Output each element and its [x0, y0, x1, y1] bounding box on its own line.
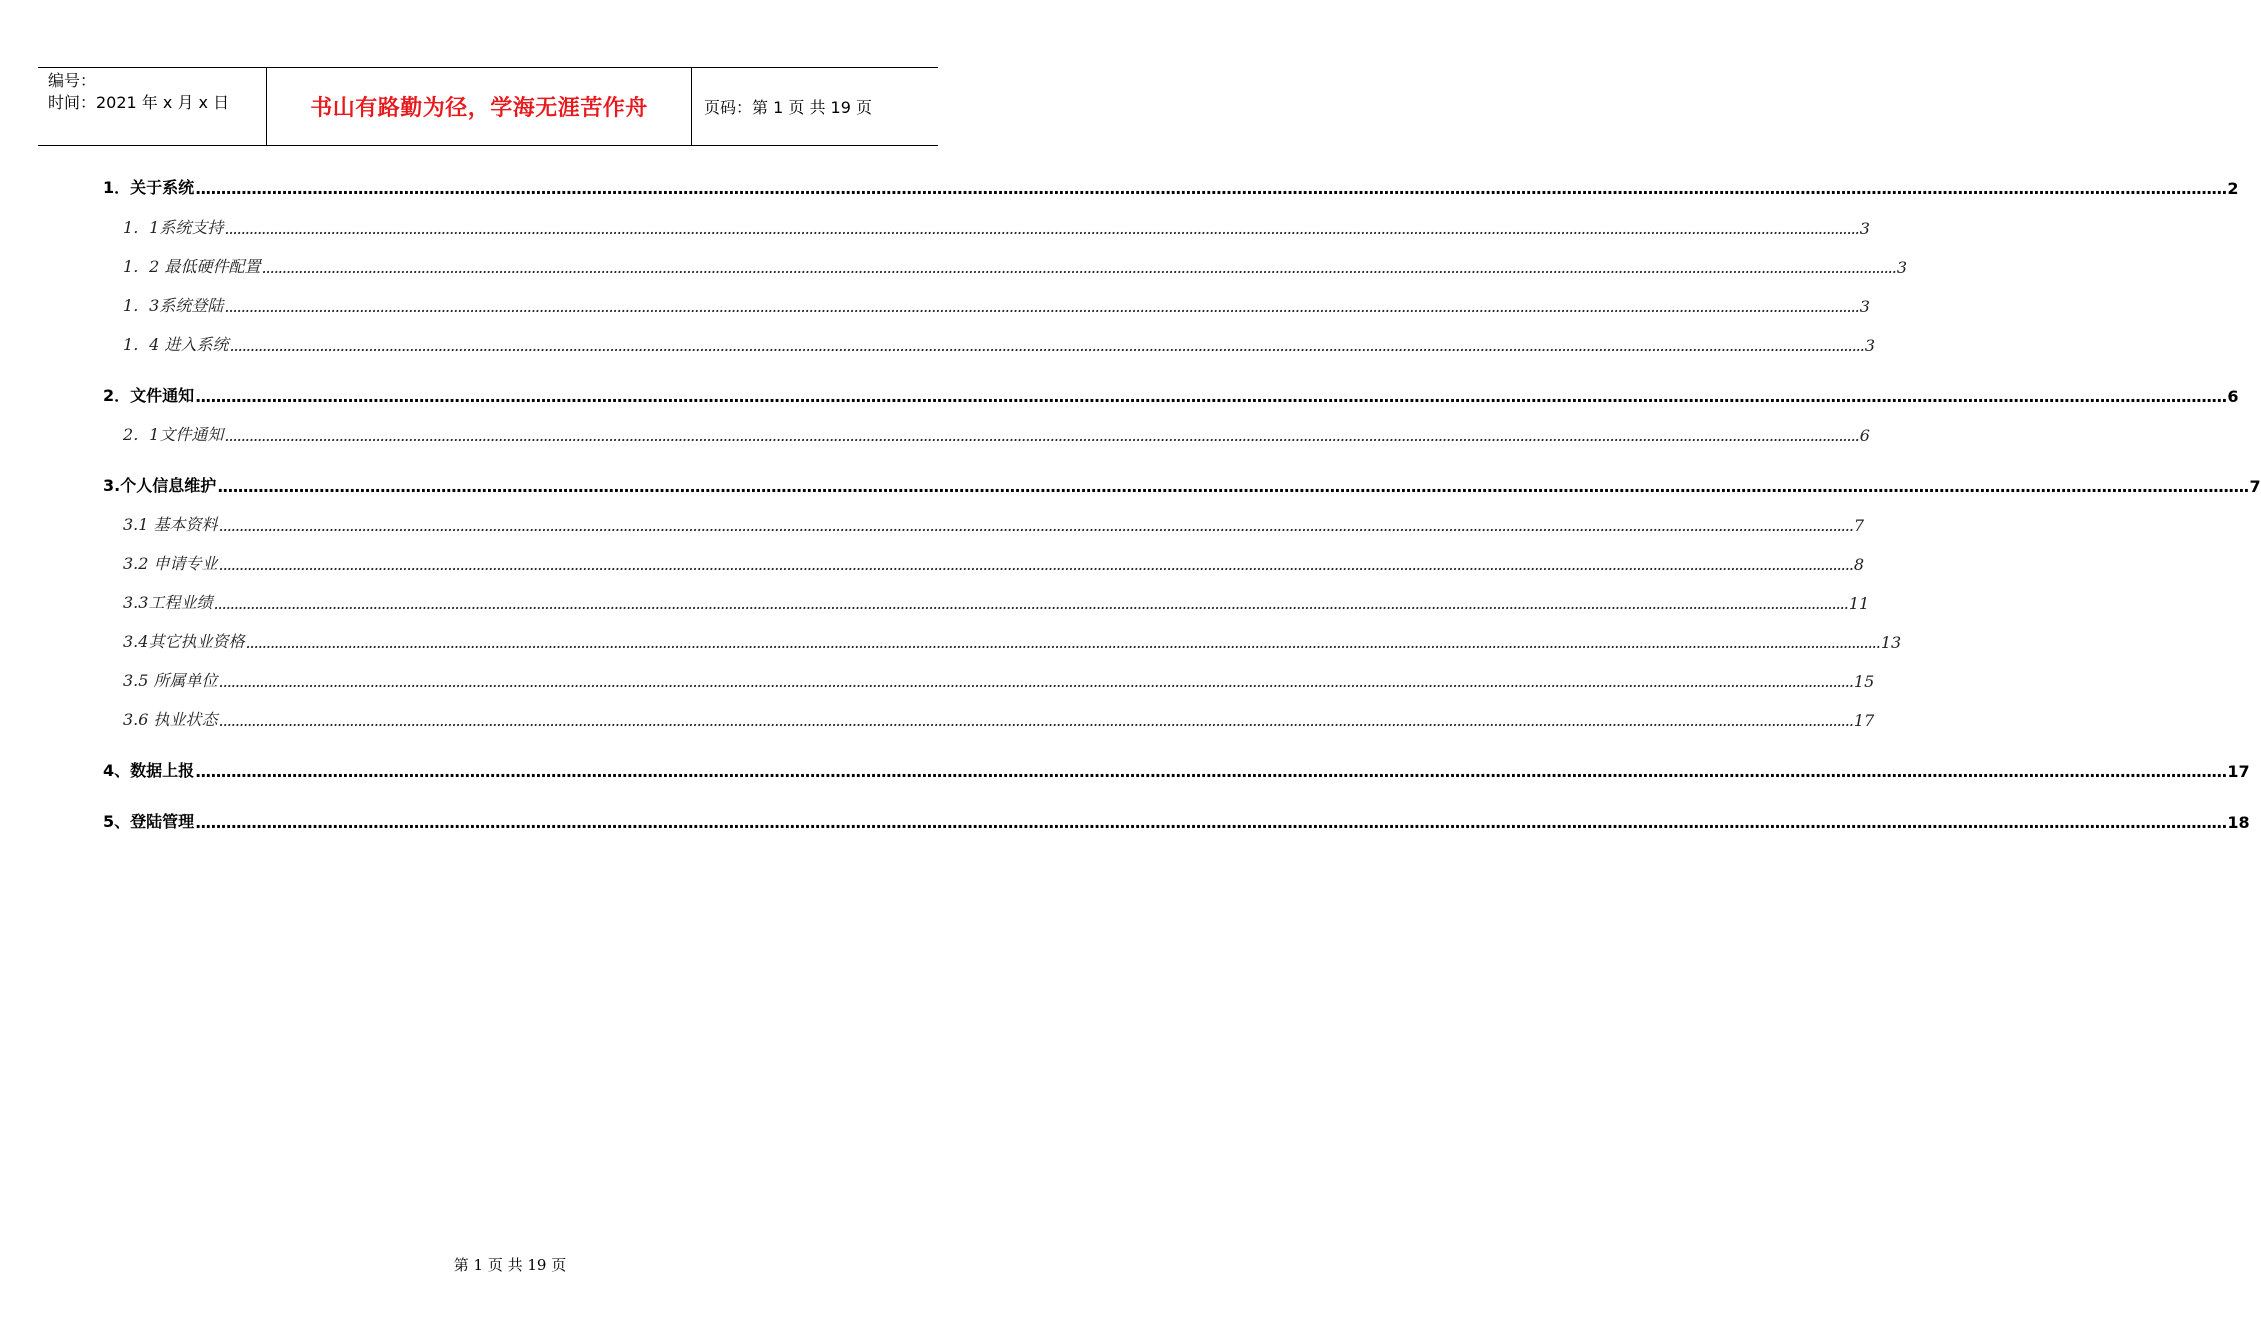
- toc-dot-leader: ................................................................................................................................................................................................................................................................................................................................................................................................................: [218, 672, 1853, 691]
- document-number-label: 编号：: [48, 71, 97, 90]
- toc-entry-page-number: 3: [1864, 336, 1876, 355]
- toc-subsection-entry[interactable]: [123, 331, 1876, 355]
- toc-subsection-entry[interactable]: [123, 421, 1870, 445]
- toc-dot-leader: ................................................................................................................................................................................................................................................................................................................................................................................................................: [224, 219, 1859, 238]
- toc-dot-leader: ................................................................................................................................................................................................................................................................................................................................................................................................................: [245, 633, 1880, 652]
- toc-entry-title: 1．1系统支持: [123, 218, 224, 237]
- toc-entry-page-number: 3: [1896, 258, 1908, 277]
- toc-dot-leader: ................................................................................................................................................................................................................................................................................................................................................................................................................: [229, 336, 1864, 355]
- toc-section-entry[interactable]: [103, 174, 2239, 198]
- toc-entry-title: 3.6 执业状态: [123, 710, 218, 729]
- toc-entry-page-number: 15: [1853, 672, 1875, 691]
- page-footer: 第 1 页 共 19 页: [453, 1256, 567, 1274]
- document-time-label: 时间：2021 年 x 月 x 日: [48, 93, 230, 112]
- toc-dot-leader: ................................................................................................................................................................................................................................................................................................................................................................................................................: [218, 555, 1853, 574]
- toc-subsection-entry[interactable]: [123, 589, 1870, 613]
- toc-entry-title: 3.1 基本资料: [123, 515, 218, 534]
- toc-entry-title: 2．文件通知: [103, 386, 195, 405]
- toc-section-entry[interactable]: [103, 757, 2250, 781]
- toc-entry-page-number: 2: [2227, 179, 2239, 198]
- toc-dot-leader: ................................................................................................................................................................................................................................................................................................................................................................................................................: [195, 387, 2227, 406]
- toc-subsection-entry[interactable]: [123, 292, 1870, 316]
- toc-entry-title: 1．3系统登陆: [123, 296, 224, 315]
- toc-dot-leader: ................................................................................................................................................................................................................................................................................................................................................................................................................: [218, 516, 1853, 535]
- toc-entry-page-number: 8: [1853, 555, 1865, 574]
- toc-subsection-entry[interactable]: [123, 511, 1865, 535]
- toc-subsection-entry[interactable]: [123, 706, 1875, 730]
- toc-entry-page-number: 7: [1853, 516, 1865, 535]
- toc-entry-title: 1．关于系统: [103, 178, 195, 197]
- toc-entry-title: 3.4其它执业资格: [123, 632, 245, 651]
- toc-dot-leader: ................................................................................................................................................................................................................................................................................................................................................................................................................: [224, 426, 1859, 445]
- toc-section-entry[interactable]: [103, 808, 2250, 832]
- toc-dot-leader: ................................................................................................................................................................................................................................................................................................................................................................................................................: [218, 711, 1853, 730]
- header-page-code: 页码：第 1 页 共 19 页: [704, 98, 872, 117]
- toc-entry-title: 3.3工程业绩: [123, 593, 213, 612]
- toc-dot-leader: ................................................................................................................................................................................................................................................................................................................................................................................................................: [261, 258, 1896, 277]
- header-right-cell: [692, 68, 938, 145]
- toc-entry-title: 1．4 进入系统: [123, 335, 229, 354]
- toc-dot-leader: ................................................................................................................................................................................................................................................................................................................................................................................................................: [195, 179, 2227, 198]
- toc-subsection-entry[interactable]: [123, 253, 1908, 277]
- header-left-cell: [38, 68, 267, 145]
- toc-subsection-entry[interactable]: [123, 667, 1875, 691]
- toc-entry-page-number: 3: [1859, 219, 1870, 238]
- toc-entry-title: 4、数据上报: [103, 761, 195, 780]
- toc-section-entry[interactable]: [103, 382, 2239, 406]
- toc-entry-title: 3.2 申请专业: [123, 554, 218, 573]
- toc-entry-title: 3.5 所属单位: [123, 671, 218, 690]
- toc-entry-page-number: 17: [1853, 711, 1875, 730]
- toc-entry-page-number: 18: [2227, 813, 2250, 832]
- toc-entry-page-number: 6: [1859, 426, 1870, 445]
- toc-subsection-entry[interactable]: [123, 628, 1902, 652]
- toc-dot-leader: ................................................................................................................................................................................................................................................................................................................................................................................................................: [195, 762, 2227, 781]
- toc-entry-page-number: 7: [2249, 477, 2261, 496]
- toc-entry-title: 5、登陆管理: [103, 812, 195, 831]
- toc-entry-page-number: 17: [2227, 762, 2250, 781]
- toc-subsection-entry[interactable]: [123, 550, 1865, 574]
- page-header: [38, 67, 938, 146]
- toc-entry-page-number: 13: [1880, 633, 1902, 652]
- toc-entry-page-number: 6: [2227, 387, 2239, 406]
- toc-dot-leader: ................................................................................................................................................................................................................................................................................................................................................................................................................: [217, 477, 2249, 496]
- toc-entry-page-number: 3: [1859, 297, 1870, 316]
- toc-entry-title: 1．2 最低硬件配置: [123, 257, 261, 276]
- toc-section-entry[interactable]: [103, 472, 2261, 496]
- toc-subsection-entry[interactable]: [123, 214, 1870, 238]
- header-middle-cell: [267, 68, 692, 145]
- toc-dot-leader: ................................................................................................................................................................................................................................................................................................................................................................................................................: [213, 594, 1848, 613]
- toc-dot-leader: ................................................................................................................................................................................................................................................................................................................................................................................................................: [224, 297, 1859, 316]
- toc-entry-title: 2．1文件通知: [123, 425, 224, 444]
- header-motto: 书山有路勤为径，学海无涯苦作舟: [310, 95, 648, 121]
- toc-dot-leader: ................................................................................................................................................................................................................................................................................................................................................................................................................: [195, 813, 2227, 832]
- toc-entry-page-number: 11: [1848, 594, 1870, 613]
- toc-entry-title: 3.个人信息维护: [103, 476, 217, 495]
